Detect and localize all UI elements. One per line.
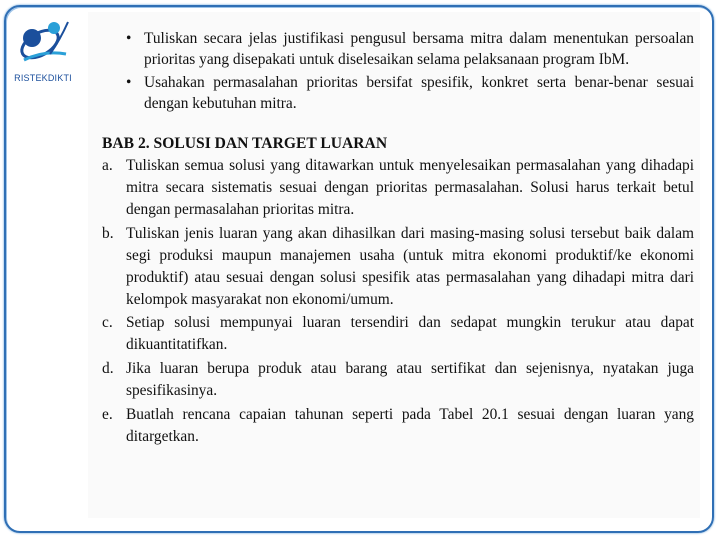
list-item-line: Tuliskan semua solusi yang ditawarkan untuk menyelesaikan permasalahan yang dihadapi xyxy=(126,157,694,174)
list-item-line: produktif) atau sesuai dengan solusi spesifik atas permasalahan yang dihadapi mitra dari xyxy=(126,269,694,286)
logo-text: RISTEKDIKTI xyxy=(14,73,72,83)
list-item-marker: c. xyxy=(102,314,113,331)
list-item-marker: b. xyxy=(102,225,114,242)
list-item-line: Tuliskan jenis luaran yang akan dihasilkan dari masing-masing solusi tersebut baik dalam xyxy=(126,225,694,242)
list-item-line: Setiap solusi mempunyai luaran tersendiri dan sedapat mungkin terukur atau dapat xyxy=(126,314,694,331)
list-item-line: segi produksi maupun manajemen usaha (untuk mitra ekonomi produktif/ke ekonomi xyxy=(126,247,694,264)
list-item-marker: e. xyxy=(102,406,113,423)
bullet-line: dengan kebutuhan mitra. xyxy=(144,95,297,112)
bullet-line: Usahakan permasalahan prioritas bersifat spesifik, konkret serta benar-benar sesuai xyxy=(144,74,694,91)
list-item-line: dengan permasalahan prioritas mitra. xyxy=(126,201,355,218)
list-item-line: spesifikasinya. xyxy=(126,382,218,399)
bullet-marker: • xyxy=(126,30,132,47)
list-item-line: dikuantitatifkan. xyxy=(126,336,228,353)
ristekdikti-logo xyxy=(10,10,76,90)
list-item-line: Jika luaran berupa produk atau barang atau sertifikat dan sejenisnya, nyatakan juga xyxy=(126,360,694,377)
list-item-marker: d. xyxy=(102,360,114,377)
list-item-line: kelompok masyarakat non ekonomi/umum. xyxy=(126,291,394,308)
document-image xyxy=(88,12,700,518)
ristekdikti-emblem-icon xyxy=(10,10,76,72)
list-item-line: Buatlah rencana capaian tahunan seperti pada Tabel 20.1 sesuai dengan luaran yang xyxy=(126,406,694,423)
bullet-line: prioritas yang disepakati untuk diselesaikan selama pelaksanaan program IbM. xyxy=(144,51,630,68)
bullet-line: Tuliskan secara jelas justifikasi pengusul bersama mitra dalam menentukan persoalan xyxy=(144,30,694,47)
list-item-line: mitra secara sistematis sesuai dengan prioritas permasalahan. Solusi harus terkait betul xyxy=(126,179,694,196)
list-item-marker: a. xyxy=(102,157,113,174)
section-heading: BAB 2. SOLUSI DAN TARGET LUARAN xyxy=(102,135,388,152)
list-item-line: ditargetkan. xyxy=(126,428,199,445)
bullet-marker: • xyxy=(126,74,132,91)
